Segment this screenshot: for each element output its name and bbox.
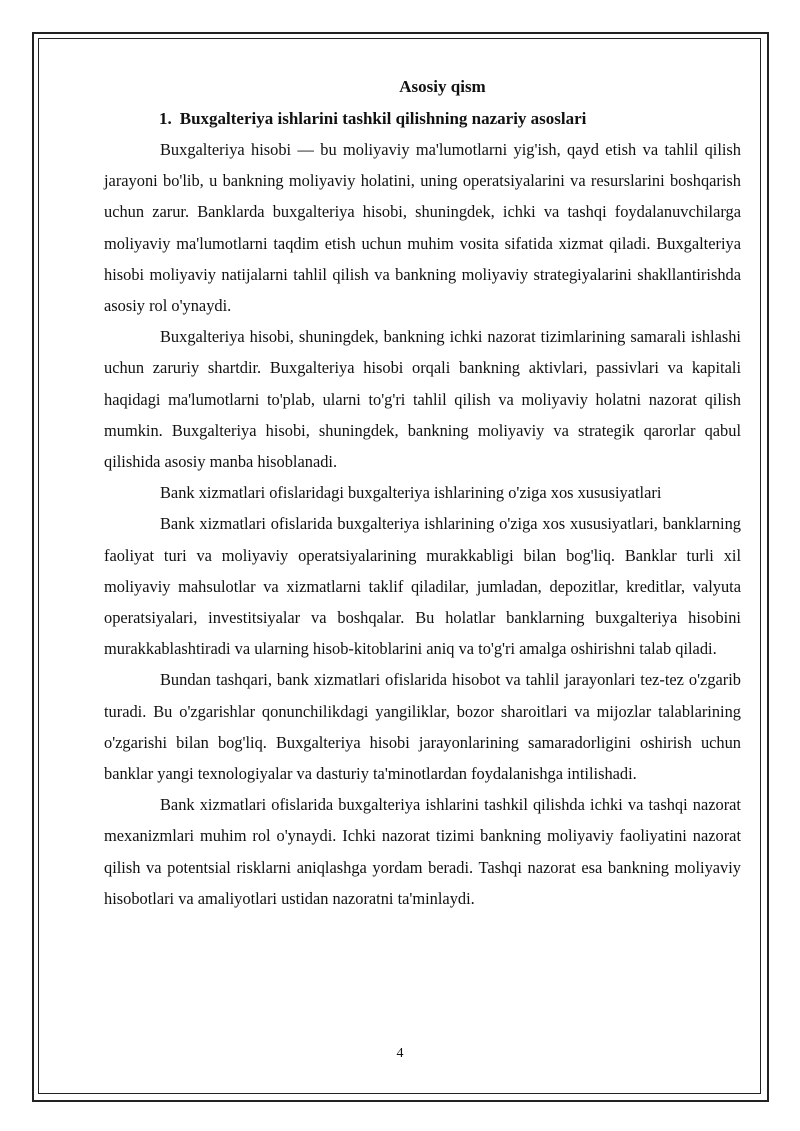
section-number: 1. [159,109,172,128]
subsection-title: Bank xizmatlari ofislaridagi buxgalteriya ishlarining o'ziga xos xususiyatlari [160,483,662,503]
section-title [104,104,741,134]
page-number: 4 [396,1046,404,1061]
paragraph: Bank xizmatlari ofislarida buxgalteriya ishlarining o'ziga xos xususiyatlari, banklarning faoliyat turi va moliyaviy operatsiyalarining murakkabligi bilan bog'liq. Banklar turli xil moliyaviy mahsulotlar va xizmatlarni taklif qiladilar, jumladan, depozitlar, kreditlar, valyuta operatsiyalari, investitsiyalar va boshqalar. Bu holatlar banklarning buxgalteriya hisobini murakkablashtiradi va ularning hisob-kitoblarini aniq va to'g'ri amalga oshirishni talab qiladi. [104,514,741,659]
section-title-text: Buxgalteriya ishlarini tashkil qilishning nazariy asoslari [179,109,587,128]
paragraph: Buxgalteriya hisobi — bu moliyaviy ma'lumotlarni yig'ish, qayd etish va tahlil qilish jarayoni bo'lib, u bankning moliyaviy holatini, uning operatsiyalarini va resurslarini boshqarish uchun zarur. Banklarda buxgalteriya hisobi, shuningdek, ichki va tashqi foydalanuvchilarga moliyaviy ma'lumotlarni taqdim etish uchun muhim vosita sifatida xizmat qiladi. Buxgalteriya hisobi moliyaviy natijalarni tahlil qilish va bankning moliyaviy strategiyalarini shakllantirishda asosiy rol o'ynaydi. [104,140,741,316]
paragraph: Bank xizmatlari ofislarida buxgalteriya ishlarini tashkil qilishda ichki va tashqi nazorat mexanizmlari muhim rol o'ynaydi. Ichki nazorat tizimi bankning moliyaviy faoliyatini nazorat qilish va potentsial risklarni aniqlashga yordam beradi. Tashqi nazorat esa bankning moliyaviy hisobotlari va amaliyotlari ustidan nazoratni ta'minlaydi. [104,795,741,908]
document-heading: Asosiy qism [399,77,486,96]
paragraph: Buxgalteriya hisobi, shuningdek, bankning ichki nazorat tizimlarining samarali ishlashi uchun zaruriy shartdir. Buxgalteriya hisobi orqali bankning aktivlari, passivlari va kapitali haqidagi ma'lumotlarni to'plab, ularni to'g'ri tahlil qilish va moliyaviy holatni nazorat qilish mumkin. Buxgalteriya hisobi, shuningdek, bankning moliyaviy va strategik qarorlar qabul qilishida asosiy manba hisoblanadi. [104,327,741,472]
paragraph: Bundan tashqari, bank xizmatlari ofislarida hisobot va tahlil jarayonlari tez-tez o'zgarib turadi. Bu o'zgarishlar qonunchilikdagi yangiliklar, bozor sharoitlari va mijozlar talablarining o'zgarishi bilan bog'liq. Buxgalteriya hisobi jarayonlarining samaradorligini oshirish uchun banklar yangi texnologiyalar va dasturiy ta'minotlardan foydalanishga intilishadi. [104,670,741,784]
document-body [104,72,741,914]
